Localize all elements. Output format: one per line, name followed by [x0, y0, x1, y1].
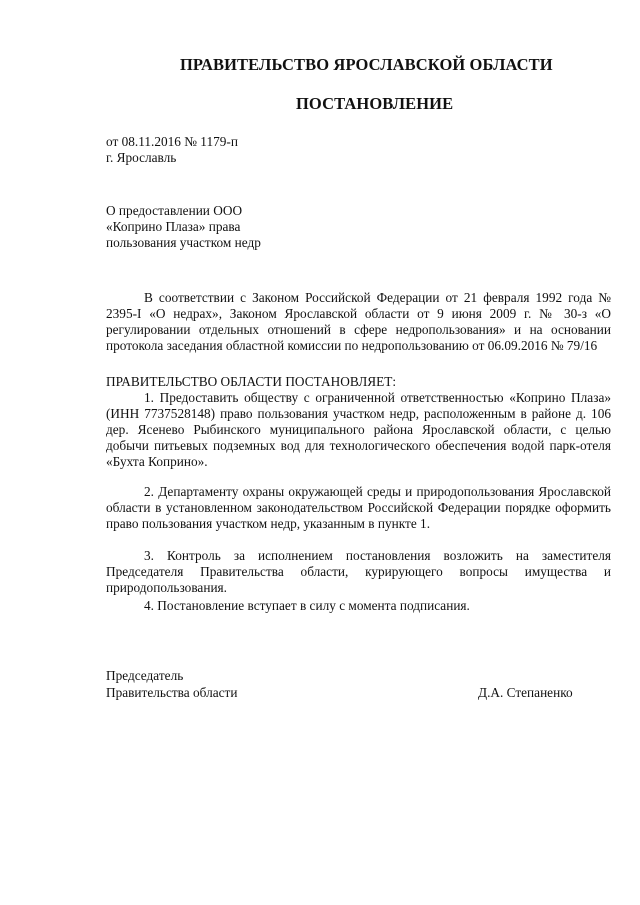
- organization-heading: ПРАВИТЕЛЬСТВО ЯРОСЛАВСКОЙ ОБЛАСТИ: [180, 55, 553, 74]
- signatory-name: Д.А. Степаненко: [478, 685, 573, 700]
- subject-line-2: «Коприно Плаза» права: [106, 219, 241, 234]
- item-3: 3. Контроль за исполнением постановления возложить на заместителя Председателя Правительства области, курирующего вопросы имущества и природопользования.: [106, 548, 611, 595]
- subject-line-1: О предоставлении ООО: [106, 203, 243, 218]
- document-type-heading: ПОСТАНОВЛЕНИЕ: [296, 94, 454, 113]
- resolution-heading: ПРАВИТЕЛЬСТВО ОБЛАСТИ ПОСТАНОВЛЯЕТ:: [106, 374, 397, 389]
- item-4: 4. Постановление вступает в силу с момента подписания.: [144, 598, 470, 613]
- item-2: 2. Департаменту охраны окружающей среды и природопользования Ярославской области в установленном законодательством Российской Федерации порядке оформить право пользования участком недр, указанным в пункте 1.: [106, 484, 611, 531]
- subject-line-3: пользования участком недр: [106, 235, 261, 250]
- signatory-title-line-2: Правительства области: [106, 685, 238, 700]
- date-number: от 08.11.2016 № 1179-п: [106, 134, 238, 149]
- item-1: 1. Предоставить обществу с ограниченной ответственностью «Коприно Плаза» (ИНН 7737528148) право пользования участком недр, расположенным в районе д. 106 дер. Ясенево Рыбинского муниципального района Ярославской области, с целью добычи питьевых подземных вод для технологического обеспечения водой парк-отеля «Бухта Коприно».: [106, 390, 611, 469]
- city: г. Ярославль: [106, 150, 177, 165]
- preamble-paragraph: В соответствии с Законом Российской Федерации от 21 февраля 1992 года № 2395-I «О недрах», Законом Ярославской области от 9 июня 2009 г. № 30-з «О регулировании отдельных отношений в сфере недропользования» и на основании протокола заседания областной комиссии по недропользованию от 06.09.2016 № 79/16: [106, 290, 611, 353]
- signatory-title-line-1: Председатель: [106, 668, 184, 683]
